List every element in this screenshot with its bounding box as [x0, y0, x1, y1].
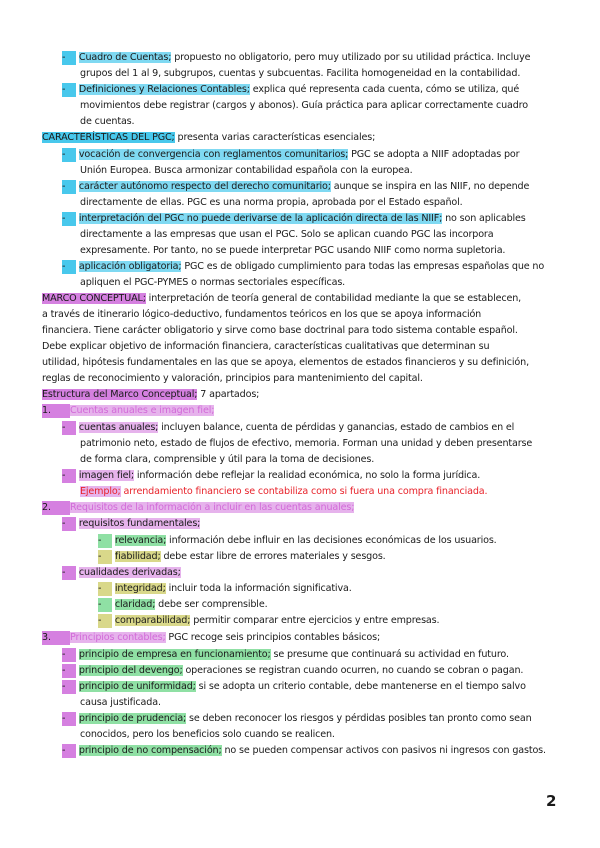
text-line: de cuentas.: [80, 116, 135, 127]
bullet-cualidades-derivadas: - cualidades derivadas;: [62, 567, 181, 578]
dash-bullet: -: [98, 534, 112, 548]
text-line: directamente de ellas. PGC es una norma propia, aprobada por el Estado español.: [80, 197, 463, 208]
text-line: financiera. Tiene carácter obligatorio y sirve como base doctrinal para todo sistema contable español.: [42, 325, 518, 336]
text-line: de forma clara, comprensible y útil para la toma de decisiones.: [80, 454, 375, 465]
text-line: movimientos debe registrar (cargos y abonos). Guía práctica para aplicar correctamente cuadro: [80, 100, 528, 111]
bullet-comparabilidad: - comparabilidad; permitir comparar entre ejercicios y entre empresas.: [98, 615, 440, 626]
text-line: conocidos, pero los beneficios solo cuando se realicen.: [80, 729, 335, 740]
text-line: utilidad, hipótesis fundamentales en las que se apoya, elementos de estados financieros y su definición,: [42, 357, 529, 368]
dash-bullet: -: [62, 566, 76, 580]
dash-bullet: -: [98, 598, 112, 612]
dash-bullet: -: [62, 260, 76, 274]
dash-bullet: -: [62, 712, 76, 726]
text-line: grupos del 1 al 9, subgrupos, cuentas y subcuentas. Facilita homogeneidad en la contabilidad.: [80, 68, 521, 79]
section-marco-conceptual: MARCO CONCEPTUAL; interpretación de teoría general de contabilidad mediante la que se establecen,: [42, 293, 522, 304]
numbered-item-1: 1. Cuentas anuales e imagen fiel;: [42, 405, 215, 416]
example-line: Ejemplo; arrendamiento financiero se contabiliza como si fuera una compra financiada.: [80, 486, 488, 497]
dash-bullet: -: [62, 51, 76, 65]
subsection-heading: Estructura del Marco Conceptual;: [42, 389, 198, 400]
bullet-integridad: - integridad; incluir toda la información significativa.: [98, 583, 352, 594]
dash-bullet: -: [62, 469, 76, 483]
dash-bullet: -: [98, 614, 112, 628]
page-number: 2: [546, 792, 557, 810]
bullet-imagen-fiel: - imagen fiel; información debe reflejar la realidad económica, no solo la forma jurídica.: [62, 470, 481, 481]
bullet-uniformidad: - principio de uniformidad; si se adopta un criterio contable, debe mantenerse en el tiempo salvo: [62, 681, 526, 692]
dash-bullet: -: [62, 180, 76, 194]
bullet-no-compensacion: - principio de no compensación; no se pueden compensar activos con pasivos ni ingresos con gastos.: [62, 745, 546, 756]
bullet-claridad: - claridad; debe ser comprensible.: [98, 599, 268, 610]
text-line: a través de itinerario lógico-deductivo, fundamentos teóricos en los que se apoya información: [42, 309, 482, 320]
text-line: reglas de reconocimiento y valoración, principios para mantenimiento del capital.: [42, 373, 423, 384]
item-number: 2.: [42, 501, 70, 515]
bullet-fiabilidad: - fiabilidad; debe estar libre de errores materiales y sesgos.: [98, 551, 386, 562]
bullet-caracter-autonomo: - carácter autónomo respecto del derecho comunitario; aunque se inspira en las NIIF, no depende: [62, 181, 530, 192]
dash-bullet: -: [62, 212, 76, 226]
text-line: Debe explicar objetivo de información financiera, características cualitativas que determinan su: [42, 341, 490, 352]
text-line: Unión Europea. Busca armonizar contabilidad española con la europea.: [80, 165, 413, 176]
text-line: expresamente. Por tanto, no se puede interpretar PGC usando NIIF como norma supletoria.: [80, 245, 506, 256]
bullet-cuentas-anuales: - cuentas anuales; incluyen balance, cuenta de pérdidas y ganancias, estado de cambios en el: [62, 422, 515, 433]
item-number: 3.: [42, 631, 70, 645]
section-caracteristicas: CARACTERÍSTICAS DEL PGC; presenta varias características esenciales;: [42, 132, 376, 143]
bullet-requisitos-fundamentales: - requisitos fundamentales;: [62, 518, 201, 529]
dash-bullet: -: [62, 517, 76, 531]
text-line: apliquen el PGC-PYMES o normas sectoriales específicas.: [80, 277, 346, 288]
dash-bullet: -: [62, 648, 76, 662]
numbered-item-2: 2. Requisitos de la información a incluir en las cuentas anuales;: [42, 502, 355, 513]
text-line: causa justificada.: [80, 697, 161, 708]
bullet-empresa-funcionamiento: - principio de empresa en funcionamiento; se presume que continuará su actividad en futuro.: [62, 649, 509, 660]
numbered-item-3: 3. Principios contables; PGC recoge seis principios contables básicos;: [42, 632, 381, 643]
dash-bullet: -: [98, 582, 112, 596]
bullet-relevancia: - relevancia; información debe influir en las decisiones económicas de los usuarios.: [98, 535, 497, 546]
dash-bullet: -: [62, 148, 76, 162]
dash-bullet: -: [62, 83, 76, 97]
dash-bullet: -: [62, 664, 76, 678]
bullet-cuadro-cuentas: - Cuadro de Cuentas; propuesto no obligatorio, pero muy utilizado por su utilidad práctica. Incluye: [62, 52, 531, 63]
bullet-aplicacion-obligatoria: - aplicación obligatoria; PGC es de obligado cumplimiento para todas las empresas españolas que no: [62, 261, 545, 272]
bullet-vocacion: - vocación de convergencia con reglamentos comunitarios; PGC se adopta a NIIF adoptadas por: [62, 149, 520, 160]
text-line: directamente a las empresas que usan el PGC. Solo se aplican cuando PGC las incorpora: [80, 229, 494, 240]
dash-bullet: -: [98, 550, 112, 564]
section-heading: MARCO CONCEPTUAL;: [42, 293, 146, 304]
bullet-interpretacion: - interpretación del PGC no puede derivarse de la aplicación directa de las NIIF; no son aplicables: [62, 213, 526, 224]
bullet-definiciones: - Definiciones y Relaciones Contables; explica qué representa cada cuenta, cómo se utiliza, qué: [62, 84, 520, 95]
section-heading: CARACTERÍSTICAS DEL PGC;: [42, 132, 175, 143]
subsection-estructura: Estructura del Marco Conceptual; 7 apartados;: [42, 389, 260, 400]
item-number: 1.: [42, 404, 70, 418]
bullet-devengo: - principio del devengo; operaciones se registran cuando ocurren, no cuando se cobran o pagan.: [62, 665, 524, 676]
dash-bullet: -: [62, 680, 76, 694]
text-line: patrimonio neto, estado de flujos de efectivo, memoria. Forman una unidad y deben presentarse: [80, 438, 533, 449]
bullet-prudencia: - principio de prudencia; se deben reconocer los riesgos y pérdidas posibles tan pronto como sean: [62, 713, 532, 724]
dash-bullet: -: [62, 421, 76, 435]
dash-bullet: -: [62, 744, 76, 758]
